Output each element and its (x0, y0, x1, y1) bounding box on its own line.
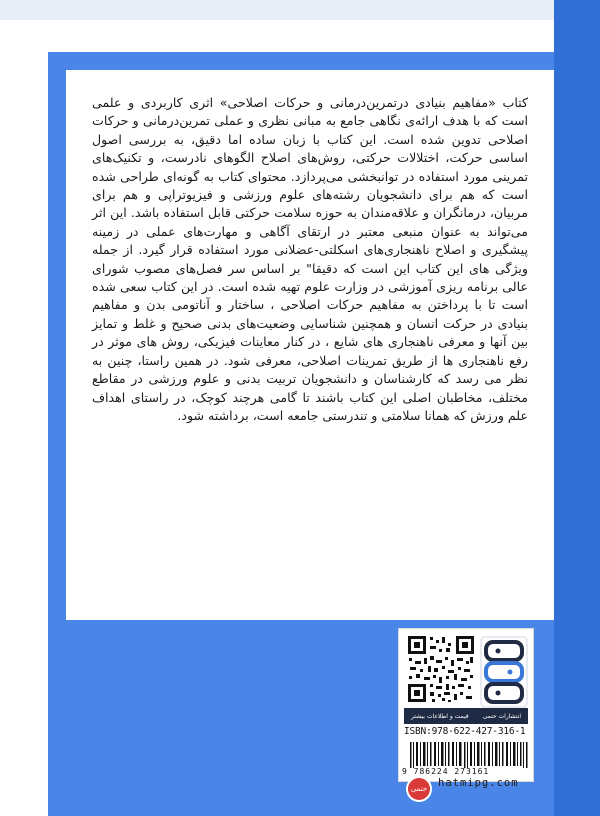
publisher-tagline: قیمت و اطلاعات بیشتر (410, 712, 469, 720)
barcode-icon (410, 742, 528, 768)
publisher-name: انتشارات حتمی (482, 712, 522, 720)
publisher-logo-icon (480, 636, 528, 708)
isbn-label: ISBN:978-622-427-316-1 (404, 726, 526, 737)
barcode-number: 9 786224 273161 (402, 767, 490, 776)
description-paragraph: کتاب «مفاهیم بنیادی درتمرین‌درمانی و حرکات اصلاحی» اثری کاربردی و علمی است که با هدف ارائه‌ی نگاهی جامع به مبانی نظری و عملی تمرین‌درمانی و حرکات اصلاحی تدوین شده است. این کتاب با زبان ساده اما دقیق، به بررسی اصول اساسی حرکت، اختلالات حرکتی، روش‌های اصلاح الگوهای نادرست، و تکنیک‌های تمرینی مورد استفاده در توانبخشی می‌پردازد. محتوای کتاب به گونه‌ای طراحی شده است که هم برای دانشجویان رشته‌های علوم ورزشی و فیزیوتراپی و هم برای مربیان، درمانگران و علاقه‌مندان به حوزه سلامت حرکتی قابل استفاده باشد. این اثر می‌تواند به عنوان منبعی معتبر در ارتقای آگاهی و مهارت‌های عملی در زمینه پیشگیری و اصلاح ناهنجاری‌های اسکلتی-عضلانی مورد استفاده قرار گیرد. از جمله ویژگی های این کتاب این است که دقیقا" بر اساس سر فصل‌های مصوب شورای عالی برنامه ریزی آموزشی در وزارت علوم تهیه شده است. در این کتاب سعی شده است تا با پرداختن به مفاهیم حرکات اصلاحی ، ساختار و آناتومی بدن و مفاهیم بنیادی در حرکت انسان و همچنین شناسایی وضعیت‌های بدنی صحیح و غلط و تمایز بین آنها و معرفی ناهنجاری های شایع ، در کنار معاینات فیزیکی، روش های موثر در رفع ناهنجاری ها از طریق تمرینات اصلاحی، معرفی شود. در همین راستا، چنین به نظر می رسد که کارشناسان و دانشجویان تربیت بدنی و علوم ورزشی در مقاطع مختلف، مخاطبان اصلی این کتاب باشند تا گامی هرچند کوچک، در راستای اهداف علم ورزش که همانا سلامتی و تندرستی جامعه است، برداشته شود. (92, 95, 528, 423)
website-url: hatmipg.com (438, 777, 519, 789)
description-text (92, 94, 528, 425)
publisher-strip (404, 708, 528, 724)
top-band (0, 0, 600, 20)
qr-code-icon (406, 634, 476, 704)
publisher-badge: حتمی (408, 778, 430, 800)
right-stripe (554, 0, 600, 816)
